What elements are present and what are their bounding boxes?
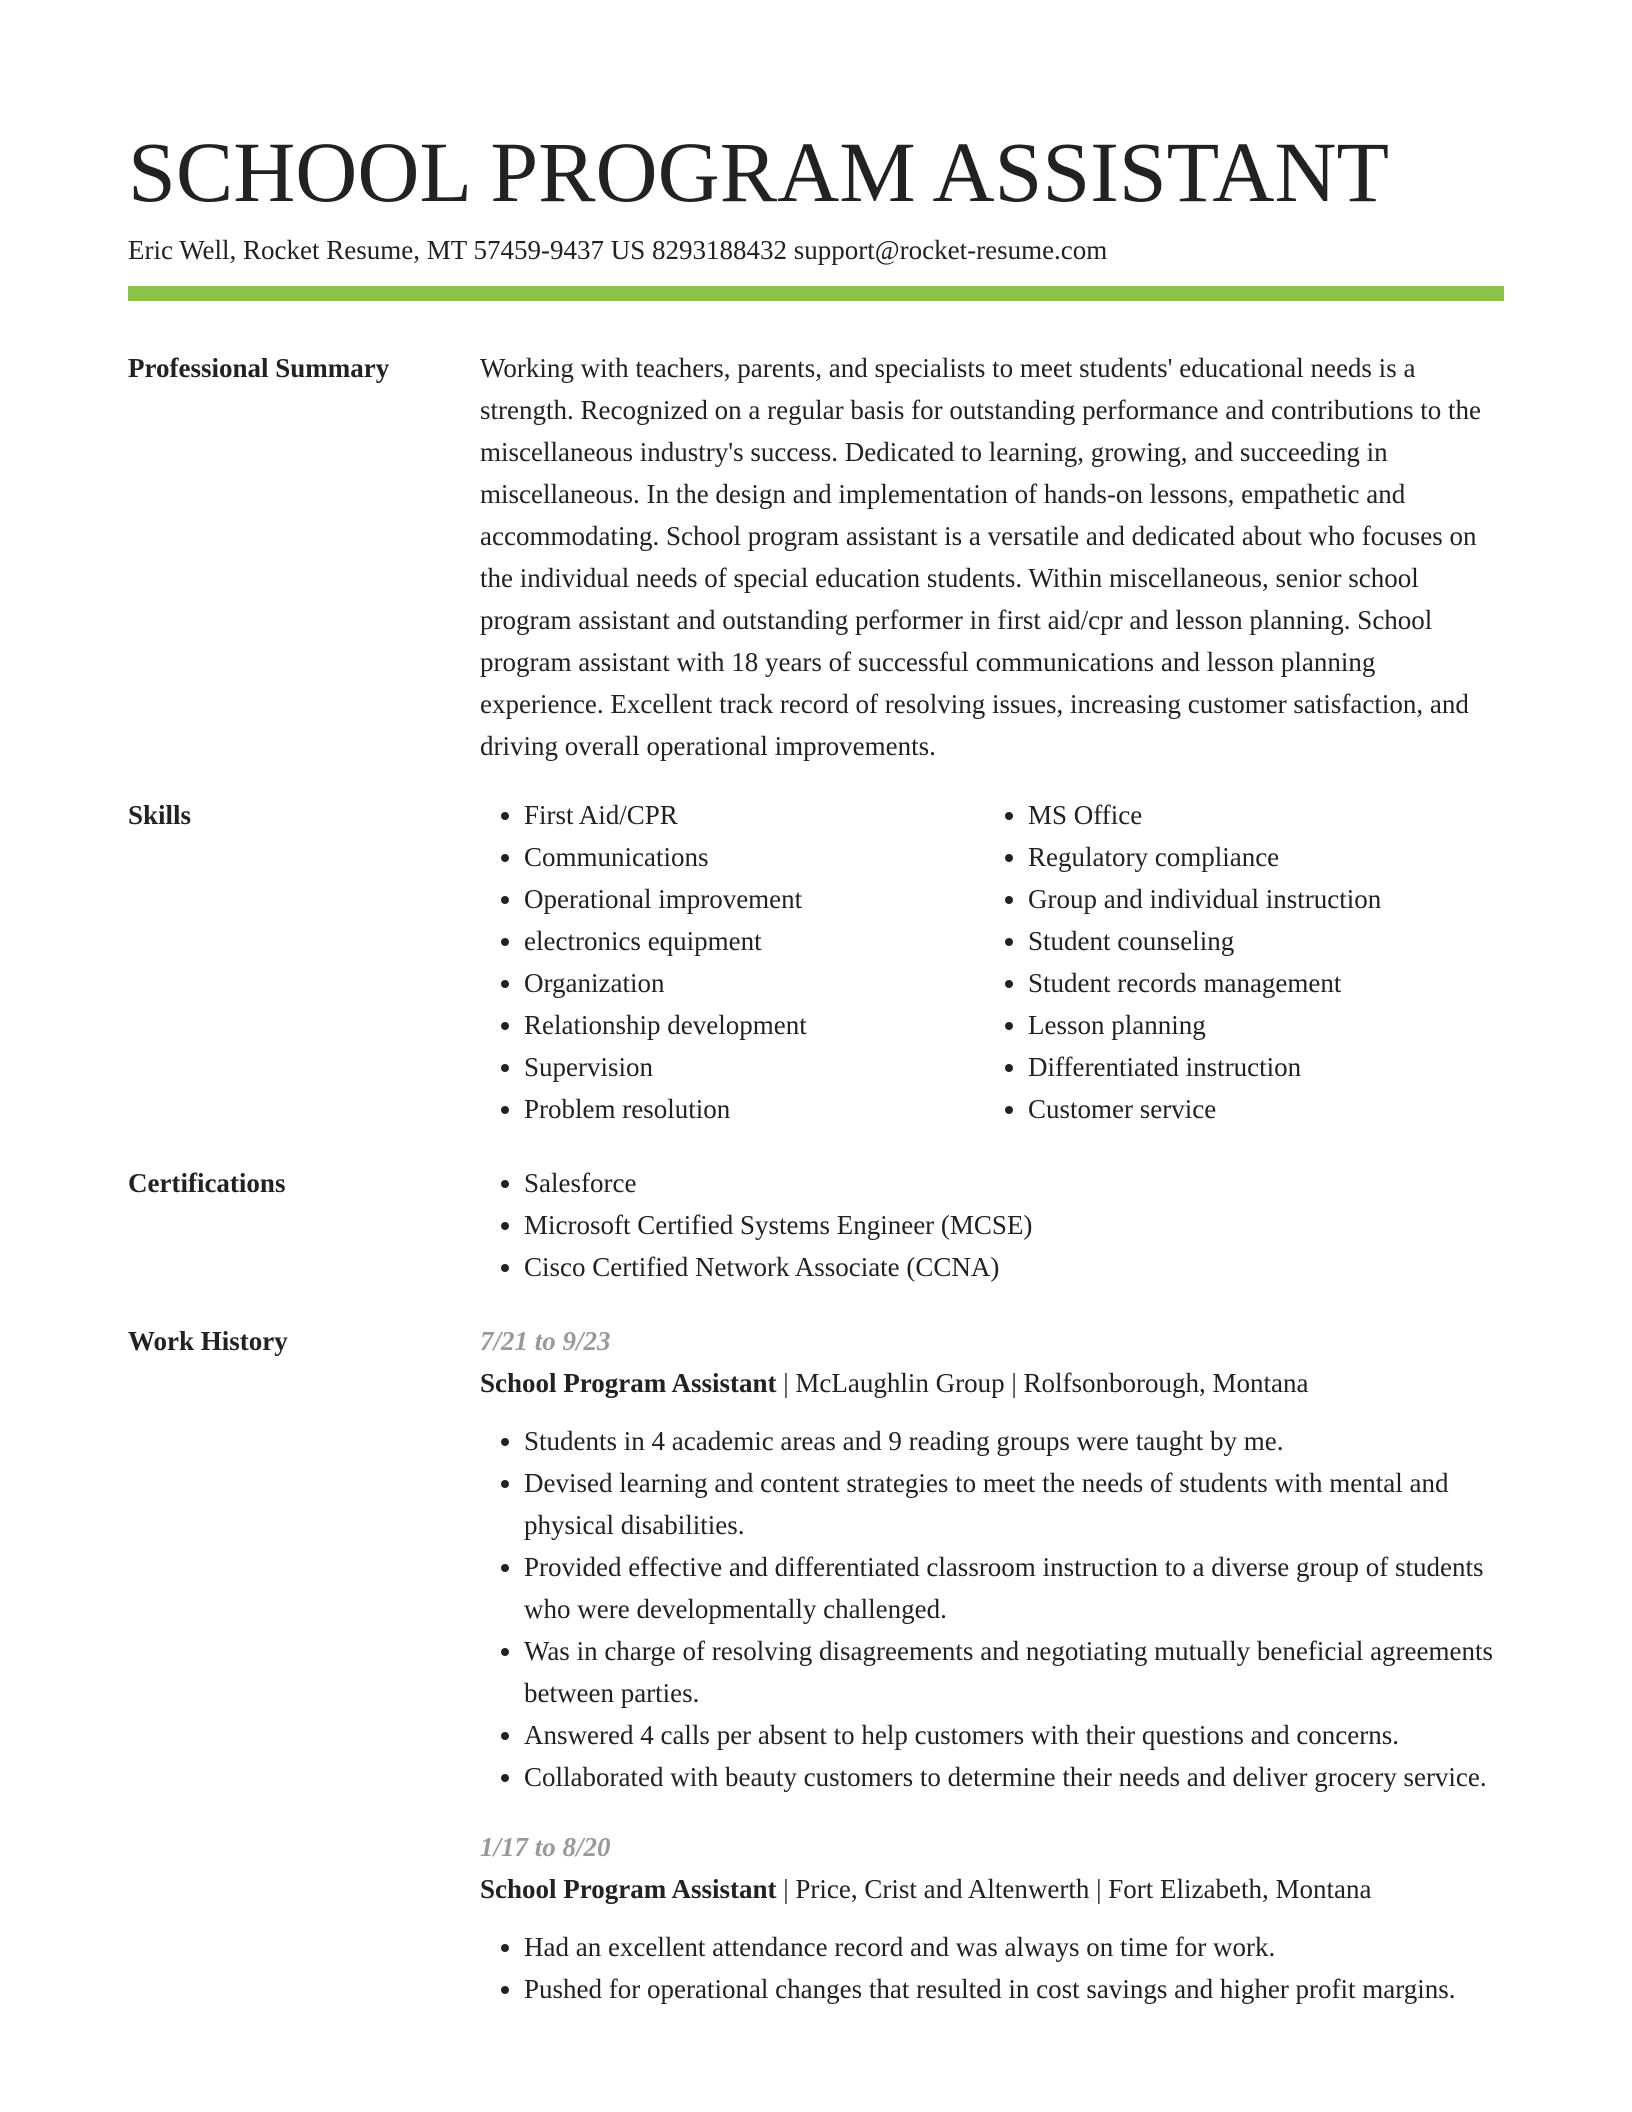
certification-item: • Salesforce	[524, 1162, 1504, 1204]
job-bullet: • Students in 4 academic areas and 9 reading groups were taught by me.	[524, 1420, 1504, 1462]
job-employer-location: | Price, Crist and Altenwerth | Fort Elizabeth, Montana	[776, 1874, 1372, 1904]
contact-info: Eric Well, Rocket Resume, MT 57459-9437 US 8293188432 support@rocket-resume.com	[128, 235, 1108, 265]
job-bullet: • Had an excellent attendance record and was always on time for work.	[524, 1926, 1504, 1968]
skill-item: • Operational improvement	[524, 878, 984, 920]
skill-item: • MS Office	[1028, 794, 1488, 836]
job-entry	[480, 1826, 1504, 2010]
skill-item: • Student counseling	[1028, 920, 1488, 962]
job-heading	[480, 1362, 1504, 1404]
job-bullet: • Was in charge of resolving disagreements and negotiating mutually beneficial agreements between parties.	[524, 1630, 1504, 1714]
job-bullet: • Provided effective and differentiated classroom instruction to a diverse group of students who were developmentally challenged.	[524, 1546, 1504, 1630]
certification-item: • Microsoft Certified Systems Engineer (MCSE)	[524, 1204, 1504, 1246]
skills-column-left	[480, 794, 984, 1130]
job-dates: 7/21 to 9/23	[480, 1326, 611, 1356]
job-title: School Program Assistant	[480, 1368, 777, 1398]
skill-item: • Differentiated instruction	[1028, 1046, 1488, 1088]
skill-item: • Organization	[524, 962, 984, 1004]
skills-columns	[480, 794, 1504, 1130]
resume-title: SCHOOL PROGRAM ASSISTANT	[128, 124, 1390, 220]
job-heading	[480, 1868, 1504, 1910]
job-employer-location: | McLaughlin Group | Rolfsonborough, Montana	[776, 1368, 1309, 1398]
skill-item: • Group and individual instruction	[1028, 878, 1488, 920]
job-title: School Program Assistant	[480, 1874, 777, 1904]
skill-item: • electronics equipment	[524, 920, 984, 962]
job-responsibilities	[480, 1420, 1504, 1798]
skills-label: Skills	[128, 800, 192, 830]
skill-item: • First Aid/CPR	[524, 794, 984, 836]
job-responsibilities	[480, 1926, 1504, 2010]
header-divider	[128, 286, 1504, 301]
skill-item: • Regulatory compliance	[1028, 836, 1488, 878]
skill-item: • Supervision	[524, 1046, 984, 1088]
skills-body	[480, 794, 1504, 1130]
certification-item: • Cisco Certified Network Associate (CCNA)	[524, 1246, 1504, 1288]
work-history-body	[480, 1320, 1504, 2038]
summary-text: Working with teachers, parents, and specialists to meet students' educational needs is a strength. Recognized on a regular basis for outstanding performance and contributions to the miscellaneous industry's success. Dedicated to learning, growing, and succeeding in miscellaneous. In the design and implementation of hands-on lessons, empathetic and accommodating. School program assistant is a versatile and dedicated about who focuses on the individual needs of special education students. Within miscellaneous, senior school program assistant and outstanding performer in first aid/cpr and lesson planning. School program assistant with 18 years of successful communications and lesson planning experience. Excellent track record of resolving issues, increasing customer satisfaction, and driving overall operational improvements.	[480, 353, 1481, 761]
skill-item: • Student records management	[1028, 962, 1488, 1004]
job-bullet: • Answered 4 calls per absent to help customers with their questions and concerns.	[524, 1714, 1504, 1756]
job-dates: 1/17 to 8/20	[480, 1832, 611, 1862]
summary-body	[480, 347, 1504, 767]
work-history-label: Work History	[128, 1326, 288, 1356]
skill-item: • Lesson planning	[1028, 1004, 1488, 1046]
certifications-body	[480, 1162, 1504, 1288]
skill-item: • Relationship development	[524, 1004, 984, 1046]
skills-column-right	[984, 794, 1488, 1130]
job-bullet: • Collaborated with beauty customers to determine their needs and deliver grocery service.	[524, 1756, 1504, 1798]
skills-list-right	[984, 794, 1488, 1130]
job-bullet: • Pushed for operational changes that resulted in cost savings and higher profit margins.	[524, 1968, 1504, 2010]
skill-item: • Customer service	[1028, 1088, 1488, 1130]
skill-item: • Problem resolution	[524, 1088, 984, 1130]
job-bullet: • Devised learning and content strategies to meet the needs of students with mental and physical disabilities.	[524, 1462, 1504, 1546]
skill-item: • Communications	[524, 836, 984, 878]
summary-label: Professional Summary	[128, 353, 390, 383]
job-entry	[480, 1320, 1504, 1798]
skills-list-left	[480, 794, 984, 1130]
certifications-label: Certifications	[128, 1168, 286, 1198]
certifications-list	[480, 1162, 1504, 1288]
